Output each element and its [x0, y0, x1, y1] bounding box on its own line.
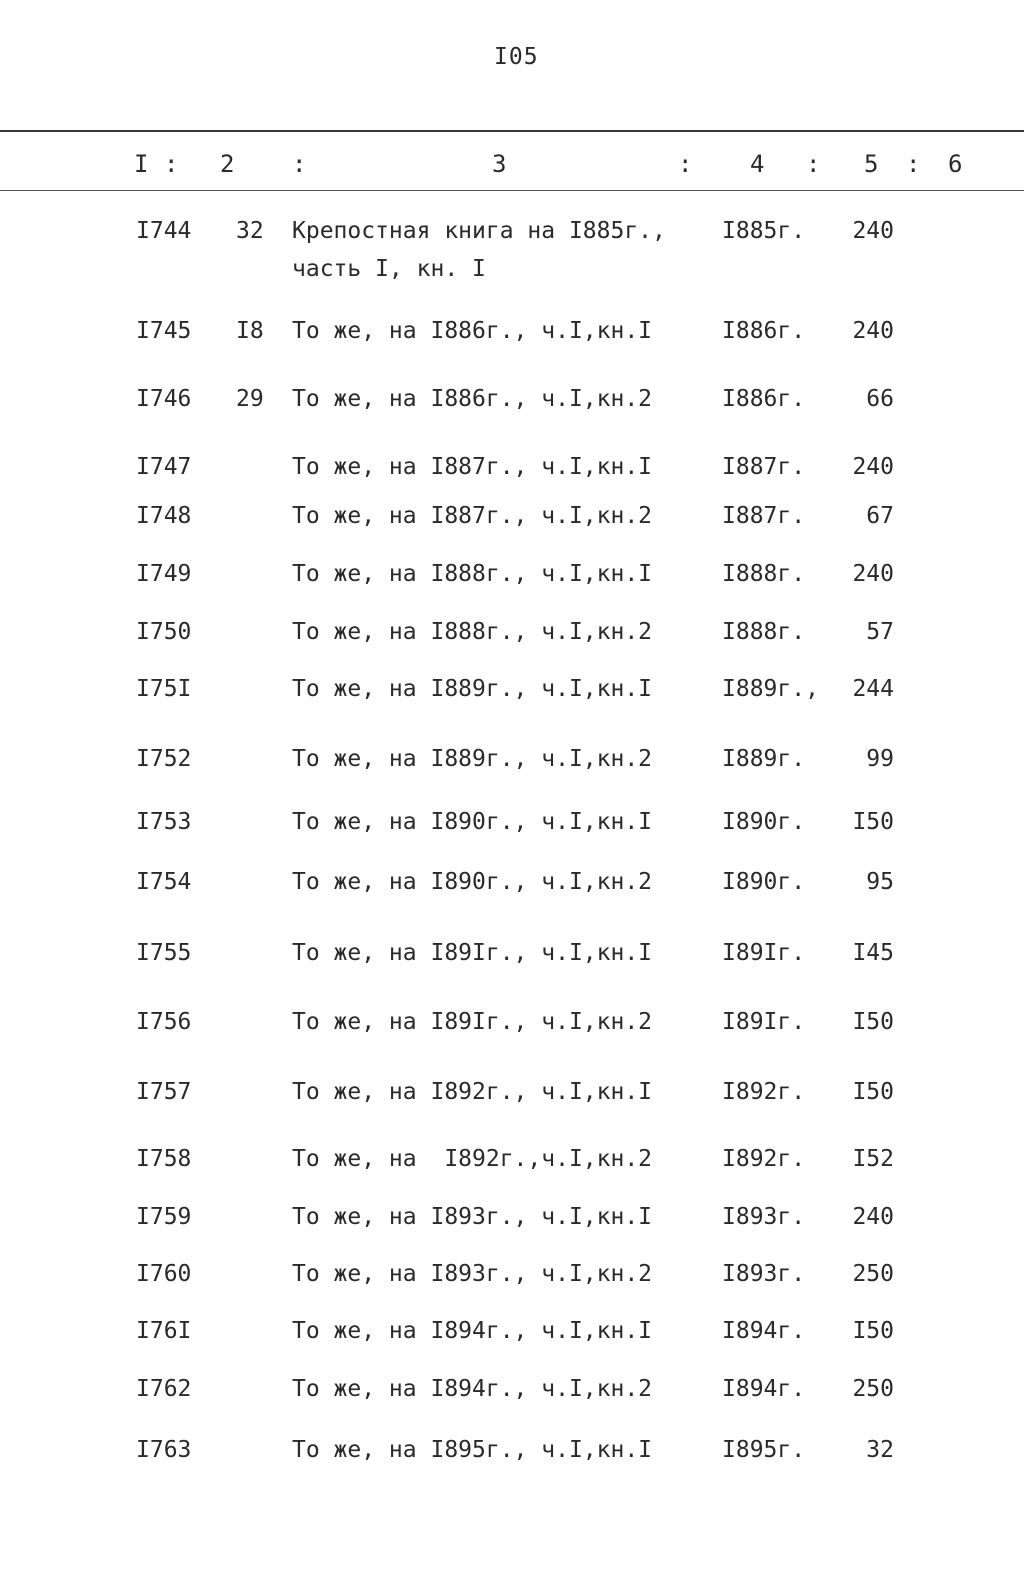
- row-date: I892г.: [722, 1079, 806, 1105]
- row-item-number: I749: [136, 561, 192, 587]
- row-date: I892г.: [722, 1146, 806, 1172]
- row-item-number: I753: [136, 809, 192, 835]
- header-separator: :: [164, 150, 179, 178]
- row-item-number: I75I: [136, 676, 192, 702]
- row-description: То же, на I89Iг., ч.I,кн.I: [292, 940, 653, 966]
- row-sheet-count: I50: [852, 1009, 894, 1035]
- row-item-number: I758: [136, 1146, 192, 1172]
- row-sheet-count: I45: [852, 940, 894, 966]
- row-item-number: I762: [136, 1376, 192, 1402]
- row-date: I89Iг.: [722, 1009, 806, 1035]
- row-description: То же, на I886г., ч.I,кн.I: [292, 318, 653, 344]
- row-description: То же, на I890г., ч.I,кн.2: [292, 869, 653, 895]
- row-col2-value: I8: [236, 318, 264, 344]
- row-date: I89Iг.: [722, 940, 806, 966]
- row-description: То же, на I886г., ч.I,кн.2: [292, 386, 653, 412]
- header-col-6: 6: [948, 150, 963, 178]
- row-date: I887г.: [722, 503, 806, 529]
- row-sheet-count: 244: [852, 676, 894, 702]
- row-date: I894г.: [722, 1376, 806, 1402]
- page-number: I05: [494, 44, 539, 70]
- row-description: То же, на I892г., ч.I,кн.I: [292, 1079, 653, 1105]
- row-description: То же, на I893г., ч.I,кн.2: [292, 1261, 653, 1287]
- table-top-rule: [0, 130, 1024, 132]
- row-date: I889г.: [722, 746, 806, 772]
- row-date: I895г.: [722, 1437, 806, 1463]
- row-sheet-count: 250: [852, 1376, 894, 1402]
- row-item-number: I746: [136, 386, 192, 412]
- header-col-3: 3: [492, 150, 507, 178]
- header-separator: :: [806, 150, 821, 178]
- row-sheet-count: 240: [852, 218, 894, 244]
- row-description: То же, на I888г., ч.I,кн.I: [292, 561, 653, 587]
- row-date: I893г.: [722, 1261, 806, 1287]
- row-sheet-count: 240: [852, 318, 894, 344]
- row-description: Крепостная книга на I885г.,: [292, 218, 666, 244]
- row-item-number: I754: [136, 869, 192, 895]
- row-date: I893г.: [722, 1204, 806, 1230]
- row-date: I888г.: [722, 619, 806, 645]
- header-separator: :: [678, 150, 693, 178]
- row-description: То же, на I892г.,ч.I,кн.2: [292, 1146, 653, 1172]
- row-item-number: I750: [136, 619, 192, 645]
- row-item-number: I76I: [136, 1318, 192, 1344]
- row-item-number: I752: [136, 746, 192, 772]
- row-description-continued: часть I, кн. I: [292, 256, 486, 282]
- row-item-number: I756: [136, 1009, 192, 1035]
- row-sheet-count: I50: [852, 1318, 894, 1344]
- row-description: То же, на I888г., ч.I,кн.2: [292, 619, 653, 645]
- row-description: То же, на I887г., ч.I,кн.2: [292, 503, 653, 529]
- row-item-number: I759: [136, 1204, 192, 1230]
- row-sheet-count: 240: [852, 1204, 894, 1230]
- row-item-number: I755: [136, 940, 192, 966]
- row-sheet-count: 67: [866, 503, 894, 529]
- header-col-5: 5: [864, 150, 879, 178]
- header-separator: :: [292, 150, 307, 178]
- row-date: I887г.: [722, 454, 806, 480]
- row-description: То же, на I889г., ч.I,кн.I: [292, 676, 653, 702]
- row-sheet-count: 99: [866, 746, 894, 772]
- row-item-number: I757: [136, 1079, 192, 1105]
- row-description: То же, на I893г., ч.I,кн.I: [292, 1204, 653, 1230]
- row-item-number: I760: [136, 1261, 192, 1287]
- row-date: I885г.: [722, 218, 806, 244]
- header-col-2: 2: [220, 150, 235, 178]
- row-sheet-count: 32: [866, 1437, 894, 1463]
- header-col-4: 4: [750, 150, 765, 178]
- row-sheet-count: I50: [852, 1079, 894, 1105]
- row-col2-value: 29: [236, 386, 264, 412]
- row-description: То же, на I894г., ч.I,кн.2: [292, 1376, 653, 1402]
- row-item-number: I744: [136, 218, 192, 244]
- row-item-number: I747: [136, 454, 192, 480]
- row-sheet-count: 66: [866, 386, 894, 412]
- row-description: То же, на I89Iг., ч.I,кн.2: [292, 1009, 653, 1035]
- header-col-1: I: [134, 150, 149, 178]
- row-date: I886г.: [722, 318, 806, 344]
- row-date: I890г.: [722, 869, 806, 895]
- row-sheet-count: 95: [866, 869, 894, 895]
- row-date: I890г.: [722, 809, 806, 835]
- row-sheet-count: 240: [852, 454, 894, 480]
- row-description: То же, на I889г., ч.I,кн.2: [292, 746, 653, 772]
- row-sheet-count: I50: [852, 809, 894, 835]
- row-item-number: I745: [136, 318, 192, 344]
- row-sheet-count: I52: [852, 1146, 894, 1172]
- table-header-rule: [0, 190, 1024, 191]
- row-sheet-count: 57: [866, 619, 894, 645]
- row-description: То же, на I887г., ч.I,кн.I: [292, 454, 653, 480]
- row-date: I886г.: [722, 386, 806, 412]
- row-description: То же, на I890г., ч.I,кн.I: [292, 809, 653, 835]
- row-date: I889г.,: [722, 676, 819, 702]
- row-date: I888г.: [722, 561, 806, 587]
- row-item-number: I748: [136, 503, 192, 529]
- row-item-number: I763: [136, 1437, 192, 1463]
- header-separator: :: [906, 150, 921, 178]
- row-description: То же, на I894г., ч.I,кн.I: [292, 1318, 653, 1344]
- row-sheet-count: 250: [852, 1261, 894, 1287]
- row-col2-value: 32: [236, 218, 264, 244]
- row-date: I894г.: [722, 1318, 806, 1344]
- row-description: То же, на I895г., ч.I,кн.I: [292, 1437, 653, 1463]
- row-sheet-count: 240: [852, 561, 894, 587]
